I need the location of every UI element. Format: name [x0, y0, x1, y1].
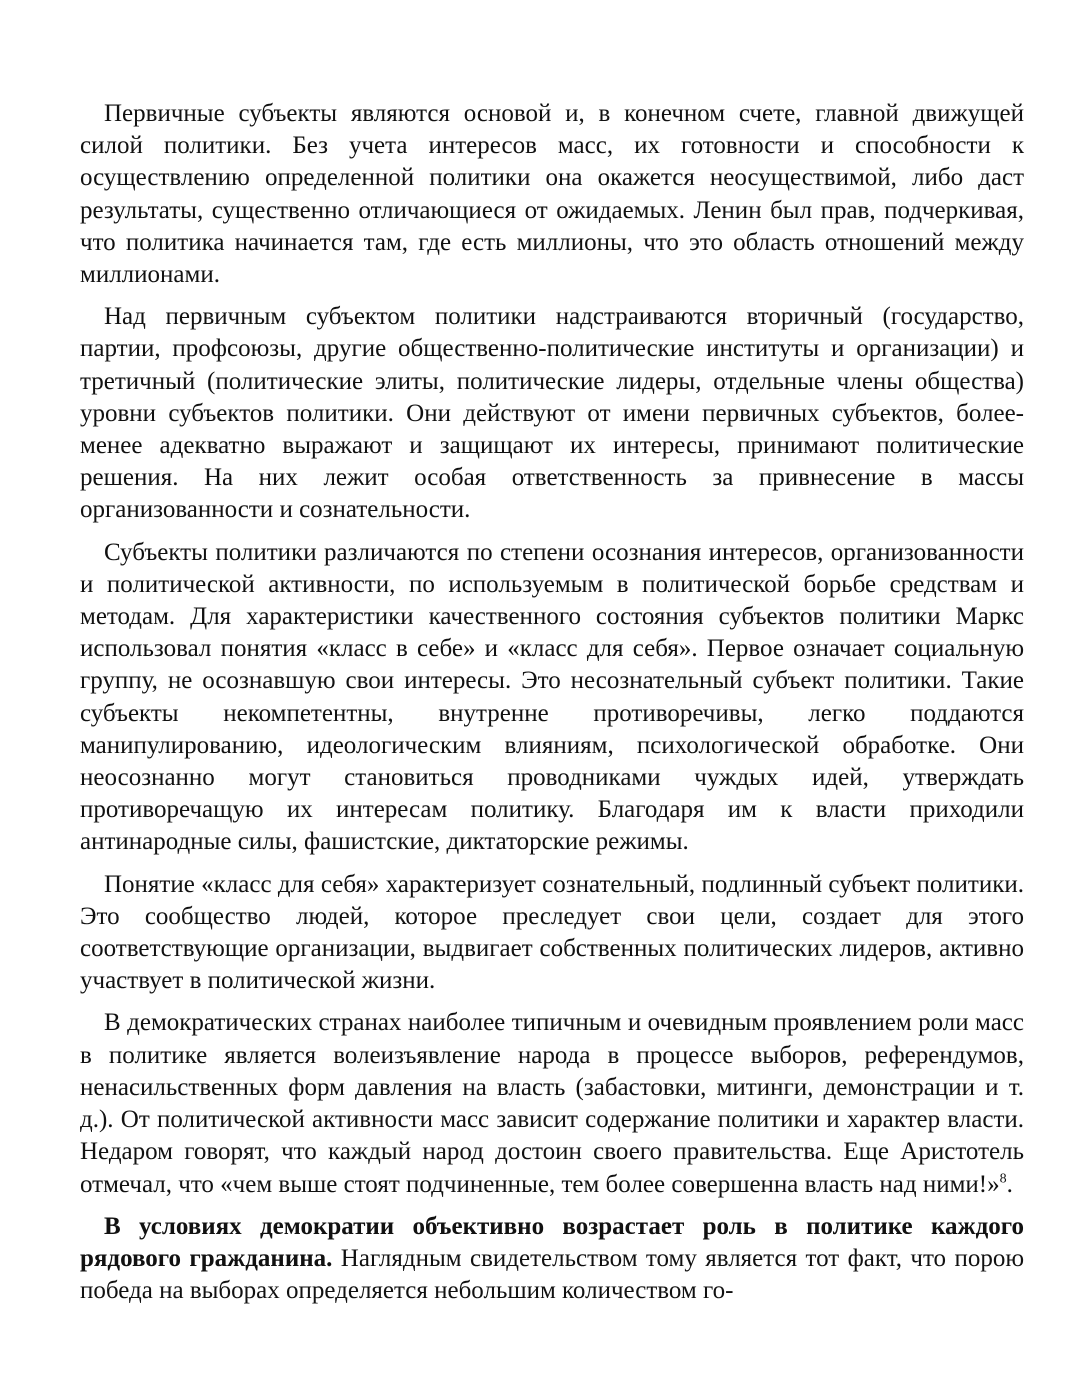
paragraph-text: Субъекты политики различаются по степени осознания интересов, организованности и политической активности, по используемым в политической борьбе средствам и методам. Для характеристики качественного состояния субъектов политики Маркс использовал понятия «класс в себе» и «класс для себя». Первое означает социальную группу, не осознавшую свои интересы. Это несознательный субъект политики. Такие субъекты некомпетентны, внутренне противоречивы, легко поддаются манипулированию, идеологическим влияниям, психологической обработке. Они неосознанно могут становиться проводниками чуждых идей, утверждать противоречащую их интересам политику. Благодаря им к власти приходили антинародные силы, фашистские, диктаторские режимы.: [80, 538, 1024, 856]
paragraph-text: Первичные субъекты являются основой и, в конечном счете, главной движущей силой политики. Без учета интересов масс, их готовности и способности к осуществлению определенной политики она окажется неосуществимой, либо даст результаты, существенно отличающиеся от ожидаемых. Ленин был прав, подчеркивая, что политика начинается там, где есть миллионы, что это область отношений между миллионами.: [80, 100, 1024, 289]
paragraph-secondary-subjects: [80, 301, 1024, 526]
paragraph-text: Над первичным субъектом политики надстраиваются вторичный (государство, партии, профсоюзы, другие общественно-политические институты и организации) и третичный (политические элиты, политические лидеры, отдельные члены общества) уровни субъектов политики. Они действуют от имени первичных субъектов, более-менее адекватно выражают и защищают их интересы, принимают политические решения. На них лежит особая ответственность за привнесение в массы организованности и сознательности.: [80, 303, 1024, 524]
paragraph-class-in-itself: [80, 537, 1024, 859]
document-page: [80, 98, 1024, 1307]
bold-thesis: В условиях демократии объективно возрастает роль в политике каждого рядового гражданина.: [80, 1212, 1024, 1272]
paragraph-text: Понятие «класс для себя» характеризует сознательный, подлинный субъект политики. Это сообщество людей, которое преследует свои цели, создает для этого соответствующие организации, выдвигает собственных политических лидеров, активно участвует в политической жизни.: [80, 870, 1024, 995]
footnote-marker: 8: [999, 1171, 1007, 1187]
paragraph-democratic-countries: [80, 1007, 1024, 1200]
paragraph-text: Наглядным свидетельством тому является тот факт, что порою победа на выборах определяется небольшим количеством го-: [80, 1244, 1024, 1305]
paragraph-text: В демократических странах наиболее типичным и очевидным проявлением роли масс в политике является волеизъявление народа в процессе выборов, референдумов, ненасильственных форм давления на власть (забастовки, митинги, демонстрации и т. д.). От политической активности масс зависит содержание политики и характер власти. Недаром говорят, что каждый народ достоин своего правительства. Еще Аристотель отмечал, что «чем выше стоят подчиненные, тем более совершенна власть над ними!»: [80, 1009, 1024, 1198]
paragraph-primary-subjects: [80, 98, 1024, 291]
paragraph-end-punctuation: .: [1006, 1170, 1013, 1198]
paragraph-democracy-citizen-role: [80, 1211, 1024, 1308]
paragraph-class-for-itself: [80, 869, 1024, 998]
